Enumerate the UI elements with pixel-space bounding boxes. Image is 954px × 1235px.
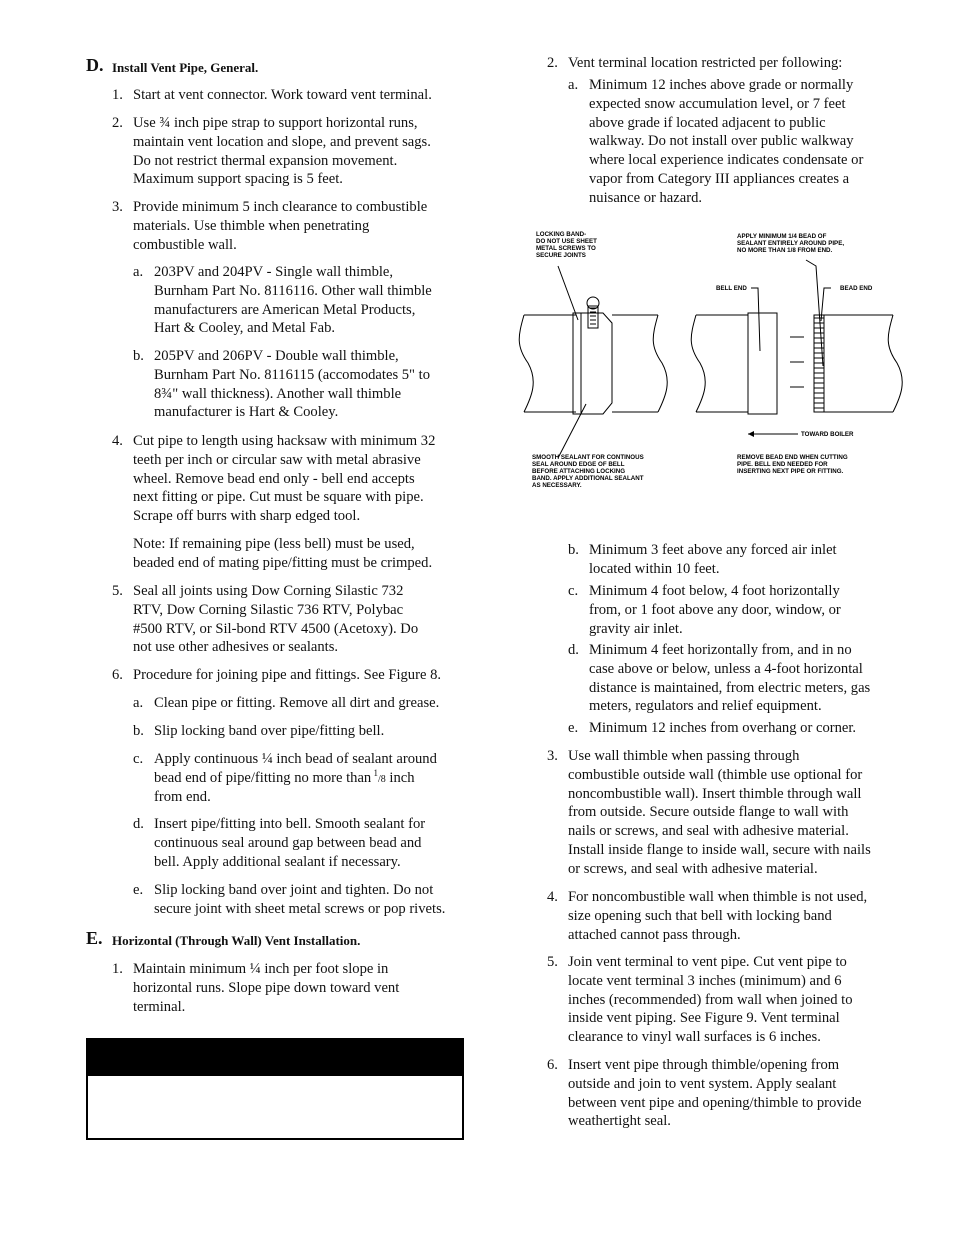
item-marker: 5. [547,954,558,970]
item-text-line: inside vent piping. See Figure 9. Vent terminal [568,1010,840,1027]
item-text-line: Minimum 4 feet horizontally from, and in no [589,642,852,658]
item-text-line: walkway. Do not install over public walkway [589,133,854,150]
item-text-line: Minimum 12 inches above grade or normally [589,77,854,93]
item-text-line: Join vent terminal to vent pipe. Cut vent pipe to [568,954,847,970]
item-text-line: Cut pipe to length using hacksaw with minimum 32 [133,433,436,449]
item-marker: 4. [112,433,123,449]
item-marker: 3. [547,748,558,764]
item-text-line: manufacturers are American Metal Products, [154,301,416,318]
item-text-line: materials. Use thimble when penetrating [133,217,370,234]
item-text-line: Scrape off burrs with sharp edged tool. [133,508,361,525]
item-text-line: not use other adhesives or sealants. [133,639,339,656]
item-text-line: Burnham Part No. 8116116. Other wall thimble [154,282,432,299]
apply-bead-label: APPLY MINIMUM 1/4 BEAD OF SEALANT ENTIRELY AROUND PIPE, NO MORE THAN 1/8 FROM END. [737,233,845,254]
item-marker: 6. [547,1057,558,1073]
item-marker: 6. [112,667,123,683]
item-marker: 5. [112,583,123,599]
toward-boiler-label: TOWARD BOILER [801,431,854,438]
item-text-line: Burnham Part No. 8116115 (accomodates 5" to [154,366,431,383]
item-text-line: Insert pipe/fitting into bell. Smooth sealant for [154,816,426,832]
item-text-line: next fitting or pipe. Cut must be square with pipe. [133,489,424,506]
item-text-line: where local experience indicates condensate or [589,152,864,169]
item-text-line: above grade if located adjacent to public [589,114,826,131]
smooth-sealant-label: SMOOTH SEALANT FOR CONTINOUS SEAL AROUND EDGE OF BELL BEFORE ATTACHING LOCKING BAND. APPLY ADDITIONAL SEALANT AS NECESSARY. [532,454,644,489]
item-text-line: Minimum 3 feet above any forced air inlet [589,542,837,558]
item-text-line: secure joint with sheet metal screws or pop rivets. [154,900,446,917]
item-text-line: between vent pipe and opening/thimble to provide [568,1094,862,1111]
item-text-line: outside and join to vent system. Apply sealant [568,1075,837,1092]
item-marker: b. [133,348,144,364]
item-text-line: Vent terminal location restricted per following: [568,55,843,71]
warning-header-bar [88,1040,462,1076]
item-text-line: expected snow accumulation level, or 7 feet [589,95,846,112]
item-text-line: Start at vent connector. Work toward vent terminal. [133,87,432,103]
item-marker: e. [568,720,579,736]
item-text-line: Install inside flange to inside wall, secure with nails [568,842,871,858]
item-text-line: from outside. Secure outside flange to wall with [568,804,849,821]
item-text-line: vapor from Category III appliances creates a [589,171,850,187]
item-text-line: from end. [154,788,211,805]
item-text-line: Seal all joints using Dow Corning Silastic 732 [133,583,404,599]
item-text-line: beaded end of mating pipe/fitting must be crimped. [133,554,433,571]
item-text-line: clearance to vinyl wall surfaces is 6 inches. [568,1029,821,1046]
item-marker: b. [133,723,144,739]
bell-end-label: BELL END [716,285,747,292]
figure-8-pipe-joint-diagram [518,226,903,506]
item-text-line: or screws, and seal with adhesive material. [568,860,818,877]
item-text-line: Hart & Cooley, and Metal Fab. [154,320,336,337]
item-text-line: Minimum 4 foot below, 4 foot horizontally [589,583,840,599]
item-text-line: Minimum 12 inches from overhang or corner. [589,720,857,736]
item-marker: a. [133,695,144,711]
item-marker: d. [568,642,579,658]
item-text-line: case above or below, unless a 4-foot horizontal [589,660,863,677]
item-text-line: #500 RTV, or Sil-bond RTV 4500 (Acetoxy). Do [133,620,419,637]
item-text-line: locate vent terminal 3 inches (minimum) and 6 [568,972,842,989]
item-text-line: distance is maintained, from electric meters, gas [589,679,871,696]
bead-end-label: BEAD END [840,285,873,292]
item-text-line: attached cannot pass through. [568,926,741,943]
item-marker: 1. [112,961,123,977]
item-marker: c. [568,583,579,599]
item-text-line: nails or screws, and seal with adhesive material. [568,823,849,840]
item-text-line: Note: If remaining pipe (less bell) must be used, [133,536,415,552]
locking-band-label: LOCKING BAND- DO NOT USE SHEET METAL SCREWS TO SECURE JOINTS [536,231,597,259]
item-text-line: manufacturer is Hart & Cooley. [154,404,339,421]
item-text-line: Insert vent pipe through thimble/opening from [568,1057,840,1073]
item-text-line: Clean pipe or fitting. Remove all dirt and grease. [154,695,440,711]
item-text-line: 205PV and 206PV - Double wall thimble, [154,348,399,364]
item-text-line: Do not restrict thermal expansion movement. [133,152,398,169]
item-text-line: bead end of pipe/fitting no more than $^1$/8 inch [154,767,415,786]
item-text-line: teeth per inch or circular saw with metal abrasive [133,451,421,468]
item-marker: 4. [547,889,558,905]
item-text-line: meters, regulators and relief equipment. [589,698,822,715]
item-text-line: located within 10 feet. [589,560,720,577]
item-text-line: size opening such that bell with locking band [568,907,832,924]
item-text-line: 8¾" wall thickness). Another wall thimble [154,385,402,402]
item-marker: 2. [112,115,123,131]
item-text-line: nuisance or hazard. [589,189,703,206]
item-text-line: Apply continuous ¼ inch bead of sealant around [154,751,437,767]
item-marker: a. [568,77,579,93]
section-e-title: Horizontal (Through Wall) Vent Installation. [112,933,361,948]
item-marker: 2. [547,55,558,71]
item-text-line: Slip locking band over pipe/fitting bell. [154,723,385,739]
item-marker: 3. [112,199,123,215]
item-text-line: Procedure for joining pipe and fittings. See Figure 8. [133,667,442,683]
item-text-line: horizontal runs. Slope pipe down toward vent [133,979,400,996]
item-text-line: Use wall thimble when passing through [568,748,800,764]
item-text-line: bell. Apply additional sealant if necessary. [154,853,401,870]
item-text-line: continuous seal around gap between bead and [154,834,422,851]
item-text-line: from, or 1 foot above any door, window, or [589,601,841,618]
section-d-title: Install Vent Pipe, General. [112,60,259,75]
section-e-letter: E. [86,928,103,948]
item-text-line: Maintain minimum ¼ inch per foot slope in [133,961,389,977]
item-text-line: wheel. Remove bead end only - bell end accepts [133,470,415,487]
item-marker: 1. [112,87,123,103]
item-marker: e. [133,882,144,898]
remove-bead-label: REMOVE BEAD END WHEN CUTTING PIPE. BELL END NEEDED FOR INSERTING NEXT PIPE OR FITTING. [737,454,848,475]
item-text-line: gravity air inlet. [589,620,683,637]
item-text-line: inches (recommended) from wall when joined to [568,991,853,1008]
item-marker: b. [568,542,579,558]
item-text-line: For noncombustible wall when thimble is not used, [568,889,868,905]
item-text-line: 203PV and 204PV - Single wall thimble, [154,264,394,280]
item-text-line: combustible wall. [133,236,237,253]
warning-box [86,1038,464,1140]
item-text-line: maintain vent location and slope, and prevent sags. [133,133,431,150]
item-text-line: Use ¾ inch pipe strap to support horizontal runs, [133,115,418,131]
item-marker: c. [133,751,144,767]
item-text-line: noncombustible wall). Insert thimble through wall [568,785,862,802]
item-marker: d. [133,816,144,832]
section-d-letter: D. [86,55,104,75]
item-text-line: combustible outside wall (thimble use optional for [568,766,863,783]
item-text-line: terminal. [133,998,186,1015]
item-text-line: Provide minimum 5 inch clearance to combustible [133,199,428,215]
item-text-line: Maximum support spacing is 5 feet. [133,171,343,188]
item-marker: a. [133,264,144,280]
item-text-line: Slip locking band over joint and tighten. Do not [154,882,434,898]
item-text-line: weathertight seal. [568,1113,671,1130]
item-text-line: RTV, Dow Corning Silastic 736 RTV, Polybac [133,601,404,618]
